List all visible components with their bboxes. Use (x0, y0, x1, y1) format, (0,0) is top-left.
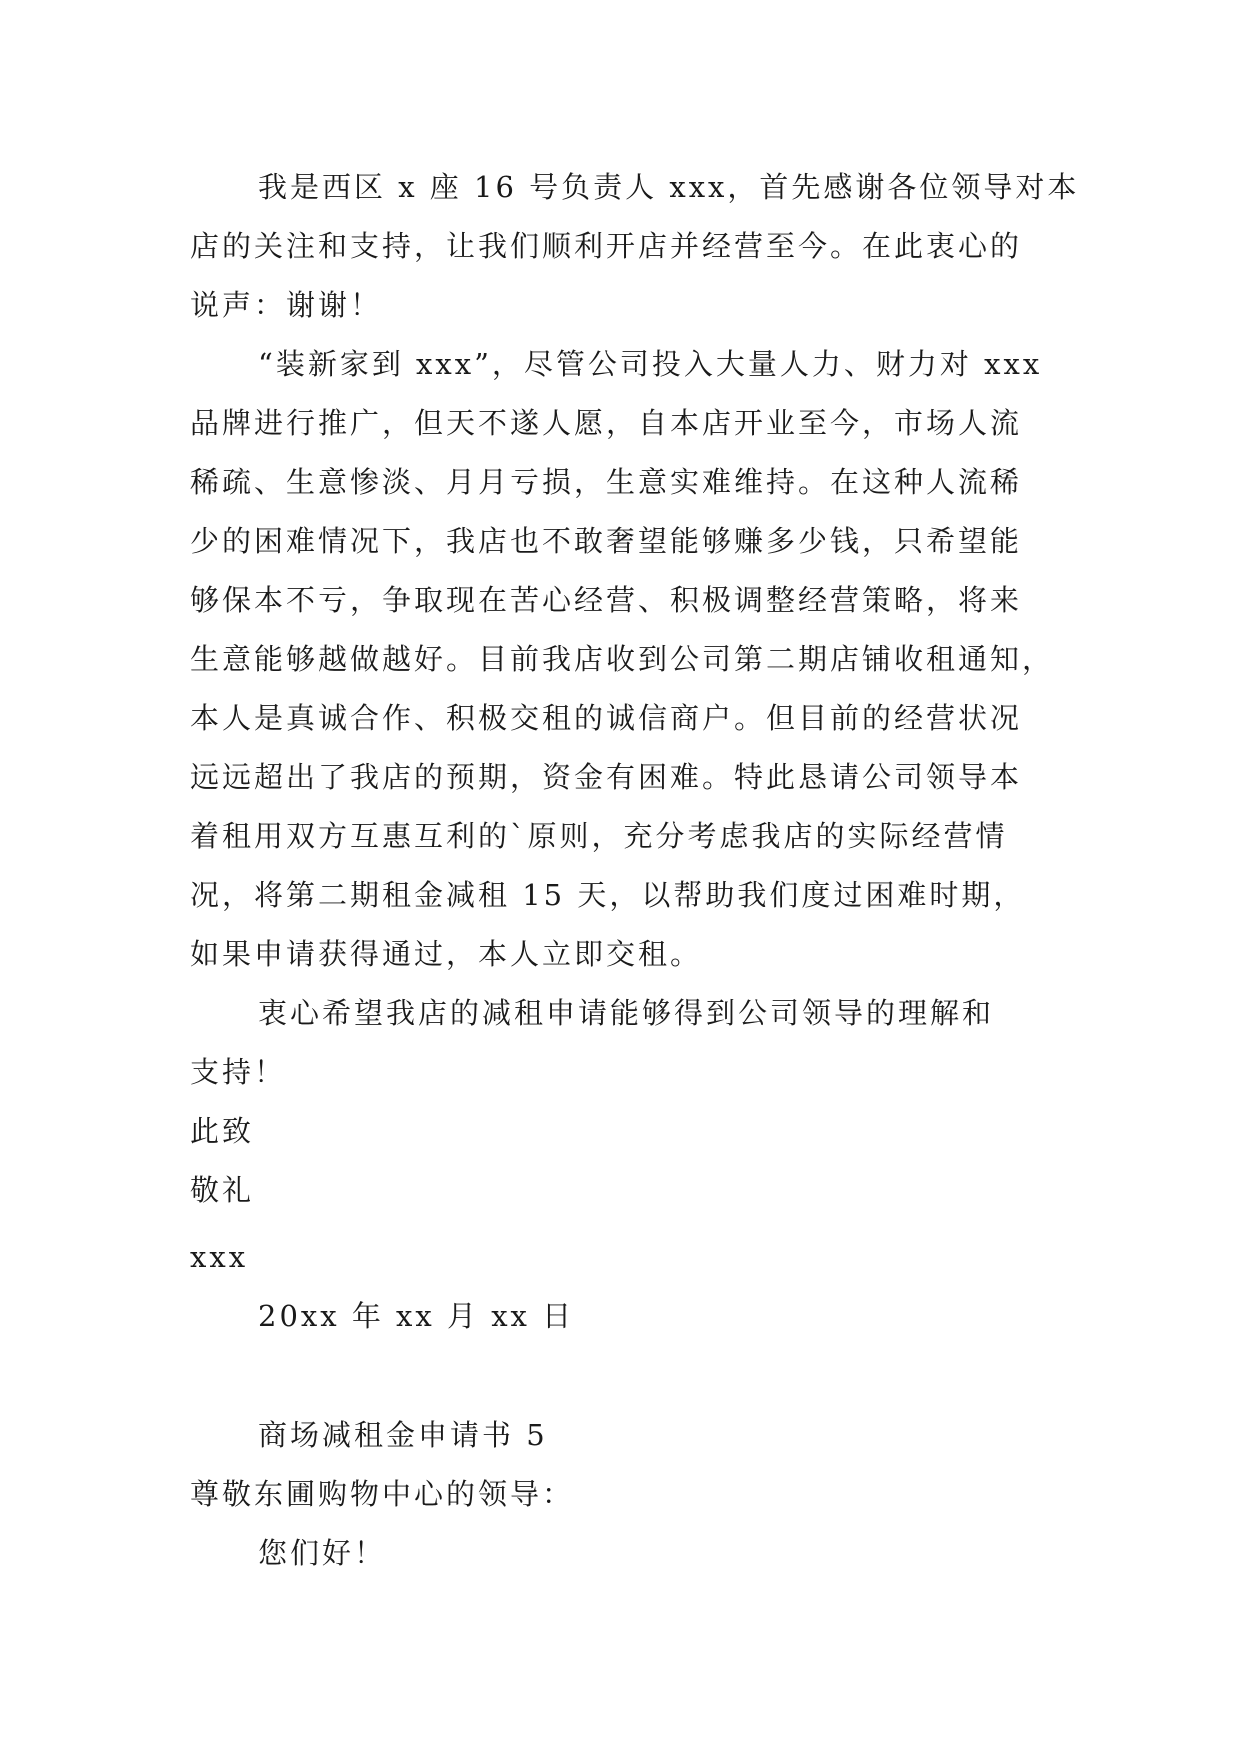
text-line: 品牌进行推广，但天不遂人愿，自本店开业至今，市场人流 (190, 406, 1023, 440)
paragraph-hope (190, 984, 1050, 1102)
signature: xxx (190, 1240, 249, 1274)
salutation-cizhi: 此致 (190, 1114, 255, 1148)
text-line: 我是西区 x 座 16 号负责人 xxx，首先感谢各位领导对本 (258, 170, 1080, 204)
letter-body (190, 158, 1080, 1583)
text-line: 着租用双方互惠互利的`原则，充分考虑我店的实际经营情 (190, 819, 1008, 853)
text-line: 够保本不亏，争取现在苦心经营、积极调整经营策略，将来 (190, 583, 1023, 617)
text-line: 远远超出了我店的预期，资金有困难。特此恳请公司领导本 (190, 760, 1023, 794)
text-line: 稀疏、生意惨淡、月月亏损，生意实难维持。在这种人流稀 (190, 465, 1023, 499)
text-line: 如果申请获得通过，本人立即交租。 (190, 937, 703, 971)
text-line: 店的关注和支持，让我们顺利开店并经营至今。在此衷心的 (190, 229, 1023, 263)
text-line: 生意能够越做越好。目前我店收到公司第二期店铺收租通知， (190, 642, 1055, 676)
next-letter-title: 商场减租金申请书 5 (258, 1418, 548, 1452)
text-line: “装新家到 xxx”，尽管公司投入大量人力、财力对 xxx (258, 347, 1043, 381)
text-line: 少的困难情况下，我店也不敢奢望能够赚多少钱，只希望能 (190, 524, 1023, 558)
text-line: 衷心希望我店的减租申请能够得到公司领导的理解和 (258, 996, 995, 1030)
date: 20xx 年 xx 月 xx 日 (258, 1299, 575, 1333)
paragraph-situation (190, 335, 1055, 984)
text-line: 说声：谢谢！ (190, 288, 383, 322)
text-line: 本人是真诚合作、积极交租的诚信商户。但目前的经营状况 (190, 701, 1023, 735)
addressee: 尊敬东圃购物中心的领导： (190, 1477, 575, 1511)
salutation-jingli: 敬礼 (190, 1173, 255, 1207)
text-line: 况，将第二期租金减租 15 天，以帮助我们度过困难时期， (190, 878, 1026, 912)
text-line: 支持！ (190, 1055, 287, 1089)
paragraph-intro (190, 158, 1080, 335)
greeting: 您们好！ (258, 1536, 387, 1570)
